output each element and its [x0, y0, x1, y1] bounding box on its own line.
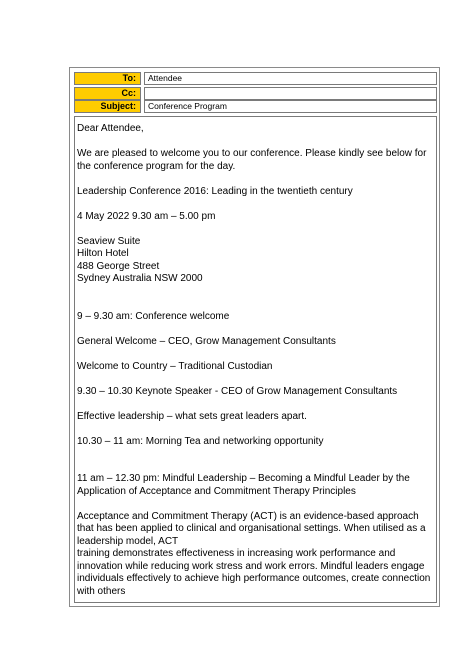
to-row: [74, 72, 437, 85]
program-item: 10.30 – 11 am: Morning Tea and networking opportunity: [77, 435, 324, 447]
date-time: 4 May 2022 9.30 am – 5.00 pm: [77, 210, 216, 222]
to-label: To:: [74, 72, 141, 85]
subject-field[interactable]: Conference Program: [144, 100, 437, 113]
intro-paragraph: We are pleased to welcome you to our conference. Please kindly see below for the conference program for the day.: [77, 148, 427, 172]
subject-label: Subject:: [74, 100, 141, 113]
program-item: General Welcome – CEO, Grow Management Consultants: [77, 335, 336, 347]
message-body: [77, 123, 437, 598]
program-item: 9 – 9.30 am: Conference welcome: [77, 310, 230, 322]
venue-line: Sydney Australia NSW 2000: [77, 273, 203, 284]
cc-field[interactable]: [144, 87, 437, 100]
act-paragraph: Acceptance and Commitment Therapy (ACT) is an evidence-based approach that has been applied to clinical and organisational settings. When utilised as a leadership model, ACT training demonstrates effectiveness in increasing work performance and innovation while reducing work stress and work errors. Mindful leaders engage individuals effectively to achieve high performance outcomes, create connection with others: [77, 510, 431, 597]
venue-line: 488 George Street: [77, 260, 160, 272]
conference-title: Leadership Conference 2016: Leading in the twentieth century: [77, 185, 353, 197]
program-item: 11 am – 12.30 pm: Mindful Leadership – Becoming a Mindful Leader by the Application of Acceptance and Commitment Therapy Principles: [77, 473, 410, 497]
venue-line: Seaview Suite: [77, 235, 141, 247]
cc-label: Cc:: [74, 87, 141, 100]
greeting: Dear Attendee,: [77, 123, 144, 134]
program-item: 9.30 – 10.30 Keynote Speaker - CEO of Grow Management Consultants: [77, 385, 398, 397]
venue-line: Hilton Hotel: [77, 248, 129, 259]
subject-row: [74, 100, 437, 113]
to-field[interactable]: Attendee: [144, 72, 437, 85]
program-item: Welcome to Country – Traditional Custodian: [77, 360, 273, 372]
program-item: Effective leadership – what sets great leaders apart.: [77, 410, 307, 422]
cc-row: [74, 87, 437, 100]
